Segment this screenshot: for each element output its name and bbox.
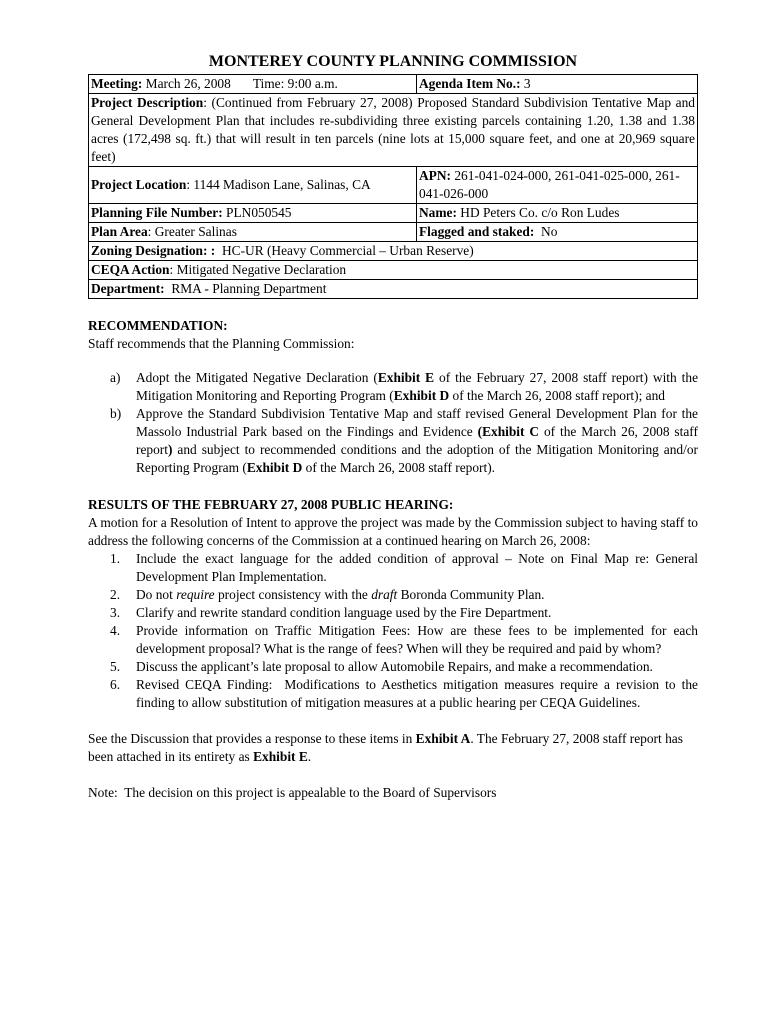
ceqa-value: : Mitigated Negative Declaration: [169, 262, 347, 277]
results-intro: A motion for a Resolution of Intent to approve the project was made by the Commission subject to having staff to address the following concerns of the Commission at a continued hearing on March 26, 2008:: [88, 515, 698, 548]
apn-label: APN:: [419, 168, 451, 183]
department-row: [89, 280, 698, 299]
zoning-value: HC-UR (Heavy Commercial – Urban Reserve): [215, 243, 474, 258]
document-page: [88, 52, 702, 802]
location-value: : 1144 Madison Lane, Salinas, CA: [186, 177, 371, 192]
discussion-paragraph: [88, 730, 698, 766]
description-row: [89, 94, 698, 167]
flag-cell: [417, 223, 698, 242]
exhibit-ref: Exhibit E: [253, 749, 308, 764]
item-text: Adopt the Mitigated Negative Declaration (: [136, 370, 378, 385]
name-cell: [417, 204, 698, 223]
location-cell: [89, 167, 417, 204]
list-marker: a): [110, 370, 121, 385]
description-cell: [89, 94, 698, 167]
agenda-label: Agenda Item No.:: [419, 76, 521, 91]
list-marker: 6.: [110, 677, 121, 692]
location-row: [89, 167, 698, 204]
zoning-row: [89, 242, 698, 261]
location-label: Project Location: [91, 177, 187, 192]
results-heading: RESULTS OF THE FEBRUARY 27, 2008 PUBLIC HEARING:: [88, 497, 454, 512]
name-value: HD Peters Co. c/o Ron Ludes: [456, 205, 620, 220]
ceqa-label: CEQA Action: [91, 262, 170, 277]
time-text: Time: 9:00 a.m.: [252, 76, 338, 91]
agenda-cell: [417, 75, 698, 94]
department-cell: [89, 280, 698, 299]
recommendation-intro: Staff recommends that the Planning Commission:: [88, 336, 355, 351]
meeting-value: March 26, 2008: [142, 76, 231, 91]
results-item: [88, 586, 698, 604]
results-item: [88, 550, 698, 586]
department-label: Department:: [91, 281, 165, 296]
area-row: [89, 223, 698, 242]
item-emphasis: require: [176, 587, 215, 602]
file-label: Planning File Number:: [91, 205, 223, 220]
flag-value: No: [534, 224, 558, 239]
zoning-cell: [89, 242, 698, 261]
list-marker: 1.: [110, 551, 121, 566]
item-text: project consistency with the: [214, 587, 372, 602]
list-marker: 4.: [110, 623, 121, 638]
meeting-label: Meeting:: [91, 76, 143, 91]
exhibit-ref: Exhibit D: [246, 460, 303, 475]
item-text: Do not: [136, 587, 177, 602]
description-label: Project Description: [91, 95, 204, 110]
flag-label: Flagged and staked:: [419, 224, 535, 239]
description-value: : (Continued from February 27, 2008) Proposed Standard Subdivision Tentative Map and General Development Plan that includes re-subdividing three existing parcels containing 1.20, 1.38 and 1.38 acres (172,498 sq. ft.) that will result in ten parcels (nine lots at 15,000 square feet, and one at 20,969 square feet): [91, 95, 695, 164]
recommendation-list: [88, 369, 698, 477]
file-cell: [89, 204, 417, 223]
ceqa-row: [89, 261, 698, 280]
item-text: of the March 26, 2008 staff report); and: [449, 388, 666, 403]
ceqa-cell: [89, 261, 698, 280]
results-item: [88, 658, 698, 676]
file-row: [89, 204, 698, 223]
item-text: Provide information on Traffic Mitigation Fees: How are these fees to be implemented for each development proposal? What is the range of fees? When will they be required and paid by whom?: [136, 623, 698, 656]
item-text: Boronda Community Plan.: [397, 587, 545, 602]
item-text: Include the exact language for the added condition of approval – Note on Final Map re: General Development Plan Implementation.: [136, 551, 698, 584]
results-item: [88, 622, 698, 658]
apn-cell: [417, 167, 698, 204]
item-text: of the March 26, 2008 staff report: [136, 424, 698, 457]
name-label: Name:: [419, 205, 457, 220]
exhibit-ref: (Exhibit C: [477, 424, 540, 439]
paragraph-text: See the Discussion that provides a response to these items in: [88, 731, 416, 746]
item-text: of the March 26, 2008 staff report).: [302, 460, 496, 475]
list-marker: 2.: [110, 587, 121, 602]
item-text: Revised CEQA Finding: Modifications to Aesthetics mitigation measures require a revision to the finding to allow substitution of mitigation measures at a public hearing per CEQA Guidelines.: [136, 677, 702, 710]
appeal-note: Note: The decision on this project is appealable to the Board of Supervisors: [88, 785, 497, 800]
area-label: Plan Area: [91, 224, 148, 239]
meeting-cell: [89, 75, 417, 94]
results-section: [88, 496, 702, 712]
list-marker: 5.: [110, 659, 121, 674]
page-title: MONTEREY COUNTY PLANNING COMMISSION: [208, 53, 578, 70]
results-item: [88, 604, 698, 622]
item-text: Clarify and rewrite standard condition language used by the Fire Department.: [136, 605, 552, 620]
recommendation-heading: RECOMMENDATION:: [88, 318, 228, 333]
item-text: of the February 27, 2008 staff report) with the Mitigation Monitoring and Reporting Program (: [136, 370, 699, 403]
department-value: RMA - Planning Department: [164, 281, 327, 296]
item-text: Approve the Standard Subdivision Tentative Map and staff revised General Development Plan for the Massolo Industrial Park based on the Findings and Evidence: [136, 406, 698, 439]
item-text: Discuss the applicant’s late proposal to allow Automobile Repairs, and make a recommendation.: [136, 659, 653, 674]
agenda-value: 3: [520, 76, 531, 91]
exhibit-ref: Exhibit D: [393, 388, 450, 403]
exhibit-ref: Exhibit E: [377, 370, 435, 385]
exhibit-ref: Exhibit A: [415, 731, 471, 746]
area-cell: [89, 223, 417, 242]
apn-value: 261-041-024-000, 261-041-025-000, 261-041-026-000: [419, 168, 680, 201]
recommendation-item-b: [88, 405, 698, 477]
recommendation-section: [88, 317, 698, 477]
meeting-row: [89, 75, 698, 94]
item-emphasis: draft: [371, 587, 398, 602]
list-marker: b): [110, 406, 122, 421]
results-item: [88, 676, 702, 712]
file-value: PLN050545: [222, 205, 292, 220]
paragraph-text: . The February 27, 2008 staff report has been attached in its entirety as: [88, 731, 683, 764]
list-marker: 3.: [110, 605, 121, 620]
results-list: [88, 550, 702, 712]
zoning-label: Zoning Designation: :: [91, 243, 216, 258]
paragraph-text: .: [307, 749, 312, 764]
project-info-table: [88, 74, 698, 299]
item-text: and subject to recommended conditions and the adoption of the Mitigation Monitoring and/or Reporting Program (: [136, 442, 698, 475]
recommendation-item-a: [88, 369, 698, 405]
exhibit-ref: ): [167, 442, 173, 457]
area-value: : Greater Salinas: [147, 224, 237, 239]
